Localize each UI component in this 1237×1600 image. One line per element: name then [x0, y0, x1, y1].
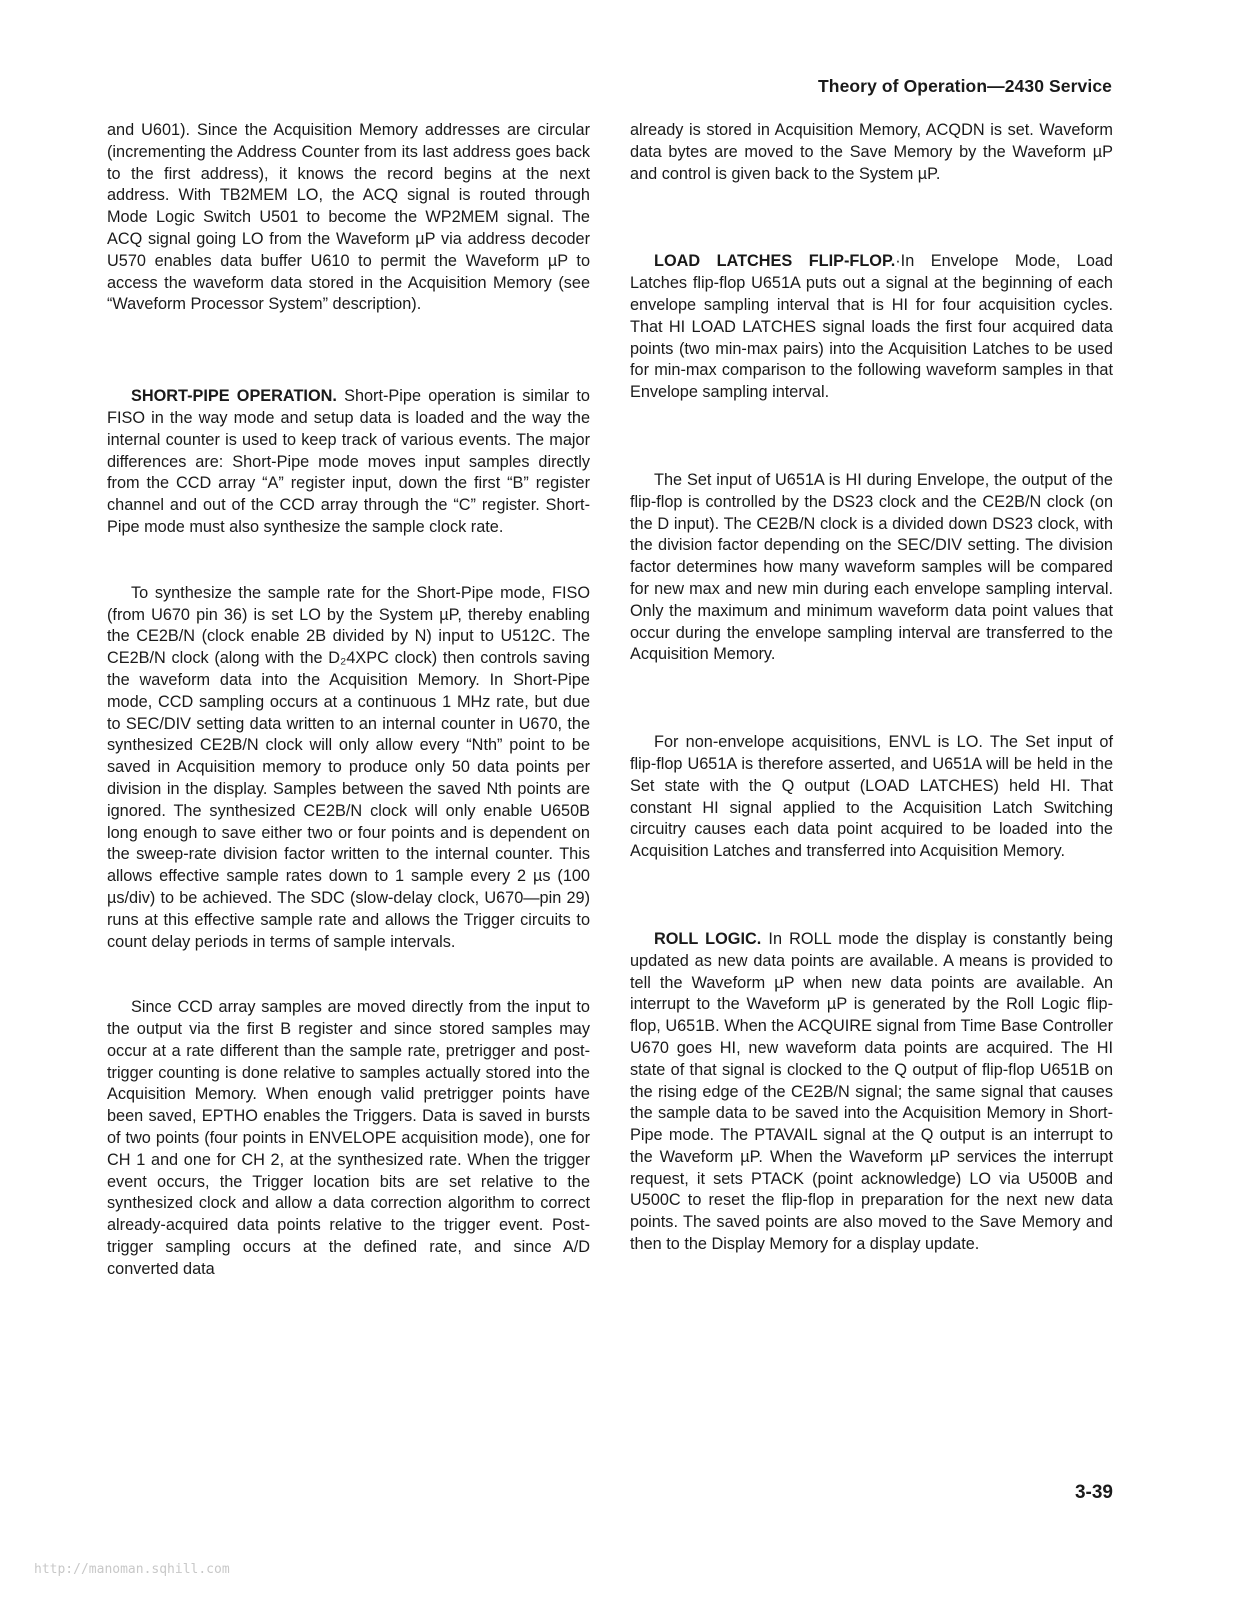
paragraph-ccd-array-samples: Since CCD array samples are moved directly from the input to the output via the first B register and since stored samples may occur at a rate different than the sample rate, pretrigger and post-trigger counting is done relative to samples actually stored into the Acquisition Memory. When enough valid pretrigger points have been saved, EPTHO enables the Triggers. Data is saved in bursts of two points (four points in ENVELOPE acquisition mode), one for CH 1 and one for CH 2, at the synthesized rate. When the trigger event occurs, the Trigger location bits are set relative to the synthesized clock and allow a data correction algorithm to correct already-acquired data points relative to the trigger event. Post-trigger sampling occurs at the defined rate, and since A/D converted data: [107, 998, 590, 1278]
page-header-title: Theory of Operation—2430 Service: [817, 76, 1112, 96]
page-number: 3-39: [1074, 1482, 1113, 1503]
footer-watermark-url: http://manoman.sqhill.com: [34, 1562, 230, 1577]
paragraph-text: ·In Envelope Mode, Load Latches flip-flop U651A puts out a signal at the beginning of each envelope sampling interval that is HI for four acquisition cycles. That HI LOAD LATCHES signal loads the first four acquired data points (two min-max pairs) into the Acquisition Latches to be used for min-max comparison to the following waveform samples in that Envelope sampling interval.: [630, 252, 1113, 402]
paragraph-set-input-envelope: The Set input of U651A is HI during Envelope, the output of the flip-flop is controlled by the DS23 clock and the CE2B/N clock (on the D input). The CE2B/N clock is a divided down DS23 clock, with the division factor depending on the SEC/DIV setting. The division factor determines how many waveform samples will be compared for new max and new min during each envelope sampling interval. Only the maximum and minimum waveform data point values that occur during the envelope sampling interval are transferred to the Acquisition Memory.: [630, 470, 1113, 664]
paragraph-text: Short-Pipe operation is similar to FISO in the way mode and setup data is loaded and the way the internal counter is used to keep track of various events. The major differences are: Short-Pipe mode moves input samples directly from the CCD array “A” register input, down the first “B” register channel and out of the CCD array through the “C” register. Short-Pipe mode must also synthesize the sample clock rate.: [107, 387, 590, 536]
section-heading-short-pipe: SHORT-PIPE OPERATION.: [131, 387, 337, 406]
paragraph-roll-logic: [630, 929, 1113, 1256]
right-column: [630, 120, 1113, 1256]
paragraph-short-pipe-operation: [107, 386, 590, 539]
section-heading-load-latches: LOAD LATCHES FLIP-FLOP.: [654, 252, 896, 271]
paragraph-acqdn: already is stored in Acquisition Memory, ACQDN is set. Waveform data bytes are moved to the Save Memory by the Waveform µP and control is given back to the System µP.: [630, 121, 1113, 183]
paragraph-non-envelope: For non-envelope acquisitions, ENVL is LO. The Set input of flip-flop U651A is therefore asserted, and U651A will be held in the Set state with the Q output (LOAD LATCHES) held HI. That constant HI signal applied to the Acquisition Latch Switching circuitry causes each data point acquired to be loaded into the Acquisition Latches and transferred into Acquisition Memory.: [630, 733, 1113, 861]
paragraph-text: In ROLL mode the display is constantly being updated as new data points are available. A means is provided to tell the Waveform µP when new data points are available. An interrupt to the Waveform µP is generated by the Roll Logic flip-flop, U651B. When the ACQUIRE signal from Time Base Controller U670 goes HI, new waveform data points are acquired. The HI state of that signal is clocked to the Q output of flip-flop U651B on the rising edge of the CE2B/N signal; the same signal that causes the sample data to be saved into the Acquisition Memory in Short-Pipe mode. The PTAVAIL signal at the Q output is an interrupt to the Waveform µP. When the Waveform µP services the interrupt request, it sets PTACK (point acknowledge) LO via U500B and U500C to reset the flip-flop in preparation for the next new data points. The saved points are also moved to the Save Memory and then to the Display Memory for a display update.: [630, 929, 1113, 1254]
paragraph-synthesize-sample-rate: To synthesize the sample rate for the Short-Pipe mode, FISO (from U670 pin 36) is set LO by the System µP, thereby enabling the CE2B/N (clock enable 2B divided by N) input to U512C. The CE2B/N clock (along with the D₂4XPC clock) then controls saving the waveform data into the Acquisition Memory. In Short-Pipe mode, CCD sampling occurs at a continuous 1 MHz rate, but due to SEC/DIV setting data written to an internal counter in U670, the synthesized CE2B/N clock will only allow every “Nth” point to be saved in Acquisition memory to produce only 50 data points per division in the display. Samples between the saved Nth points are ignored. The synthesized CE2B/N clock will only enable U650B long enough to save either two or four points and is dependent on the sweep-rate division factor written to the internal counter. This allows effective sample rates down to 1 sample every 2 µs (100 µs/div) to be achieved. The SDC (slow-delay clock, U670—pin 29) runs at this effective sample rate and allows the Trigger circuits to count delay periods in terms of sample intervals.: [107, 583, 590, 951]
left-column: [107, 120, 590, 1281]
section-heading-roll-logic: ROLL LOGIC.: [654, 929, 762, 948]
paragraph-acq-routing: and U601). Since the Acquisition Memory addresses are circular (incrementing the Address Counter from its last address goes back to the first address), it knows the record begins at the next address. With TB2MEM LO, the ACQ signal is routed through Mode Logic Switch U501 to become the WP2MEM signal. The ACQ signal going LO from the Waveform µP via address decoder U570 enables data buffer U610 to permit the Waveform µP to access the waveform data stored in the Acquisition Memory (see “Waveform Processor System” description).: [107, 121, 590, 314]
paragraph-load-latches: [630, 251, 1113, 404]
